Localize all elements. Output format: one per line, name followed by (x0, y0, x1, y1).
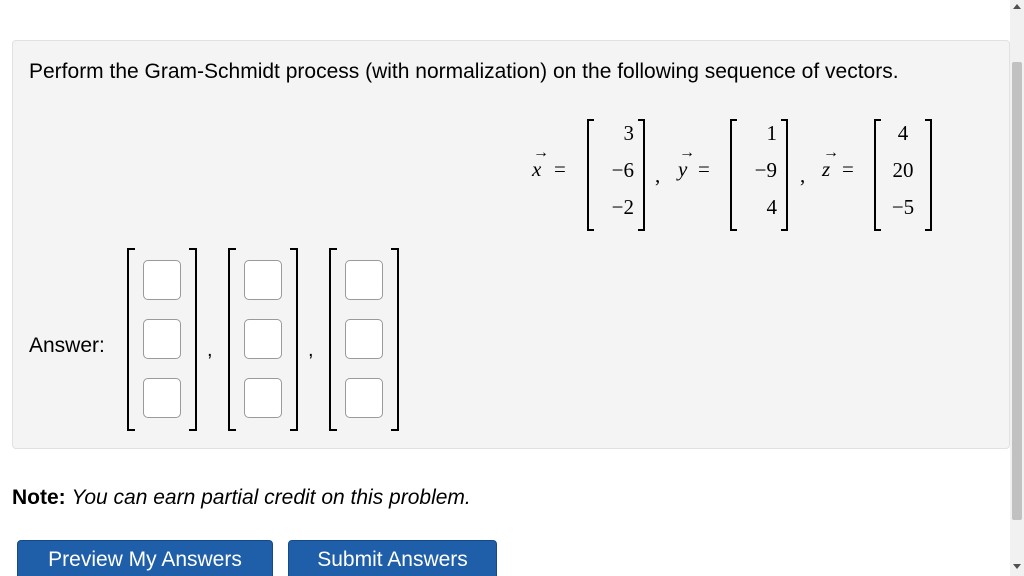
answer-vector-3-entry-1[interactable] (345, 260, 383, 300)
note-label: Note: (12, 486, 66, 509)
answer-vector-1-entry-1[interactable] (143, 260, 181, 300)
problem-container (12, 40, 1010, 449)
vector-y-symbol (678, 144, 695, 182)
comma: , (207, 339, 213, 361)
equals-sign: = (842, 157, 854, 181)
vector-x-matrix (587, 119, 645, 231)
vector-z-matrix (874, 119, 932, 231)
vector-x-entry-2: −6 (611, 158, 634, 182)
right-bracket (925, 119, 932, 231)
answer-vector-1 (127, 248, 197, 431)
vector-y-name: y (678, 157, 688, 181)
right-bracket (290, 248, 298, 431)
answer-vector-2-entry-2[interactable] (244, 319, 282, 359)
vertical-scrollbar[interactable] (1010, 0, 1024, 576)
right-bracket (189, 248, 197, 431)
scroll-up-arrow-icon[interactable] (1013, 4, 1021, 9)
submit-answers-button[interactable]: Submit Answers (288, 540, 497, 576)
answer-vector-2-entry-3[interactable] (244, 378, 282, 418)
answer-vector-3-entry-2[interactable] (345, 319, 383, 359)
vector-arrow-icon: → (823, 144, 839, 161)
equals-sign: = (698, 157, 710, 181)
vector-y-entry-1: 1 (766, 121, 777, 145)
right-bracket (391, 248, 399, 431)
scrollbar-thumb[interactable] (1012, 62, 1022, 520)
vector-y-entry-2: −9 (754, 158, 777, 182)
vector-z-entry-2: 20 (892, 158, 914, 182)
left-bracket (228, 248, 236, 431)
right-bracket (638, 119, 645, 231)
answer-vector-2-entry-1[interactable] (244, 260, 282, 300)
comma: , (308, 339, 314, 361)
left-bracket (127, 248, 135, 431)
partial-credit-note (12, 486, 471, 510)
vector-z-entry-3: −5 (891, 195, 915, 219)
comma: , (655, 163, 661, 187)
vector-arrow-icon: → (533, 144, 549, 161)
equals-sign: = (554, 157, 566, 181)
answer-vector-2 (228, 248, 298, 431)
left-bracket (874, 119, 881, 231)
vector-x-entry-3: −2 (611, 195, 634, 219)
answer-vector-3-entry-3[interactable] (345, 378, 383, 418)
vector-y-matrix (730, 119, 788, 231)
vector-y-entry-3: 4 (766, 195, 777, 219)
vector-x-name: x (532, 157, 542, 181)
problem-statement: Perform the Gram-Schmidt process (with normalization) on the following sequence of vectors. (29, 60, 899, 83)
left-bracket (329, 248, 337, 431)
vector-x-entry-1: 3 (623, 121, 634, 145)
vector-x-symbol (532, 144, 549, 182)
right-bracket (781, 119, 788, 231)
scroll-down-arrow-icon[interactable] (1013, 564, 1021, 569)
answer-vector-3 (329, 248, 399, 431)
vector-sequence (520, 119, 940, 229)
answer-vector-1-entry-2[interactable] (143, 319, 181, 359)
vector-z-entry-1: 4 (897, 121, 909, 145)
comma: , (800, 163, 806, 187)
note-text: You can earn partial credit on this problem. (71, 486, 471, 509)
vector-z-name: z (822, 157, 831, 181)
preview-answers-button[interactable]: Preview My Answers (17, 540, 273, 576)
vector-arrow-icon: → (679, 144, 695, 161)
vector-z-symbol (822, 144, 839, 182)
answer-vector-1-entry-3[interactable] (143, 378, 181, 418)
answer-label: Answer: (29, 334, 105, 357)
